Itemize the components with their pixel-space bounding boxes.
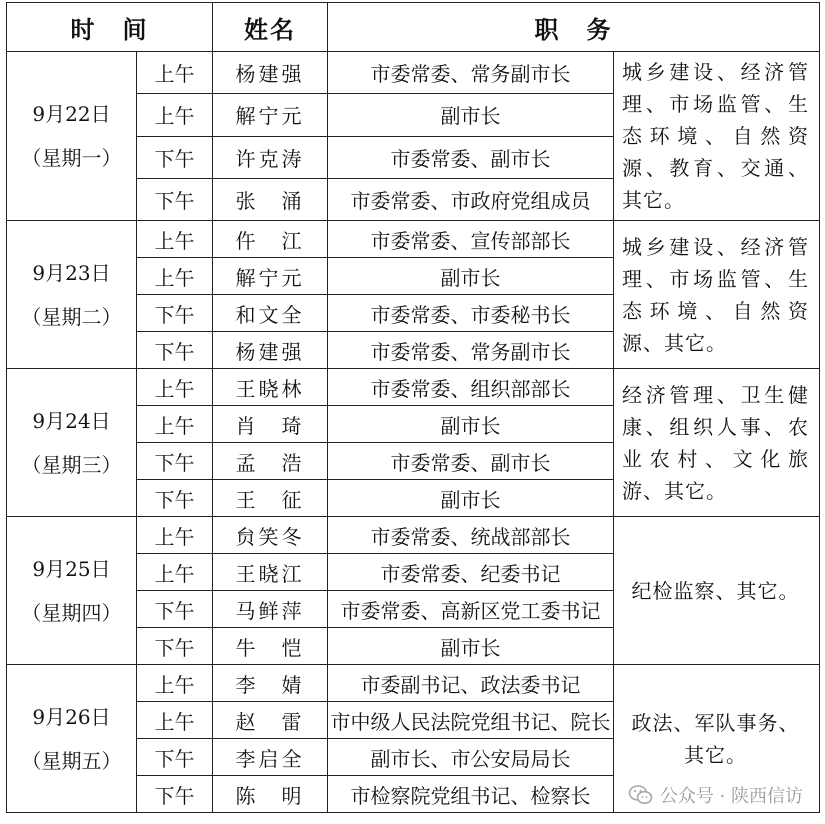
half-day-cell: 下午	[137, 332, 213, 369]
half-day-cell: 下午	[137, 591, 213, 628]
leader-post-cell: 市委常委、高新区党工委书记	[328, 591, 614, 628]
leader-post-cell: 副市长、市公安局局长	[328, 739, 614, 776]
leader-name-cell: 张 涌	[213, 178, 328, 220]
half-day-cell: 上午	[137, 52, 213, 94]
header-row	[7, 3, 820, 52]
half-day-cell: 下午	[137, 443, 213, 480]
leader-name-cell: 王 征	[213, 480, 328, 517]
leader-post-cell: 市委常委、副市长	[328, 136, 614, 178]
date-cell	[7, 369, 137, 517]
leader-name-cell: 解宁元	[213, 258, 328, 295]
leader-post-cell: 副市长	[328, 628, 614, 665]
date-cell	[7, 221, 137, 369]
date-text: 9月24日	[32, 408, 111, 433]
header-name: 姓名	[213, 3, 328, 52]
weekday-text: （星期二）	[21, 304, 122, 329]
weekday-text: （星期四）	[21, 600, 122, 625]
half-day-cell: 上午	[137, 702, 213, 739]
schedule-row	[7, 52, 820, 94]
leader-name-cell: 牛 恺	[213, 628, 328, 665]
half-day-cell: 上午	[137, 221, 213, 258]
schedule-row	[7, 221, 820, 258]
half-day-cell: 下午	[137, 739, 213, 776]
schedule-row	[7, 517, 820, 554]
half-day-cell: 上午	[137, 665, 213, 702]
half-day-cell: 上午	[137, 554, 213, 591]
weekday-text: （星期三）	[21, 452, 122, 477]
half-day-cell: 下午	[137, 295, 213, 332]
schedule-body	[7, 52, 820, 813]
leader-post-cell: 市委常委、宣传部部长	[328, 221, 614, 258]
date-cell	[7, 52, 137, 221]
date-text: 9月26日	[32, 704, 111, 729]
half-day-cell: 下午	[137, 136, 213, 178]
weekday-text: （星期一）	[21, 146, 122, 170]
date-text: 9月25日	[32, 556, 111, 581]
half-day-cell: 上午	[137, 94, 213, 136]
watermark-text: 公众号 · 陕西信访	[659, 786, 803, 807]
leader-name-cell: 李 婧	[213, 665, 328, 702]
leader-name-cell: 和文全	[213, 295, 328, 332]
date-cell	[7, 665, 137, 813]
date-text: 9月23日	[32, 260, 111, 285]
leader-name-cell: 马鲜萍	[213, 591, 328, 628]
responsibility-scope-cell: 城乡建设、经济管理、市场监管、生态环境、自然资源、其它。	[614, 221, 820, 369]
leader-post-cell: 市委常委、副市长	[328, 443, 614, 480]
leader-name-cell: 王晓林	[213, 369, 328, 406]
date-cell	[7, 517, 137, 665]
half-day-cell: 上午	[137, 369, 213, 406]
leader-post-cell: 市委常委、市政府党组成员	[328, 178, 614, 220]
wechat-icon	[628, 782, 654, 808]
leader-post-cell: 市委常委、市委秘书长	[328, 295, 614, 332]
leader-post-cell: 市委常委、常务副市长	[328, 332, 614, 369]
leader-name-cell: 贠笑冬	[213, 517, 328, 554]
leader-post-cell: 市委常委、纪委书记	[328, 554, 614, 591]
half-day-cell: 上午	[137, 517, 213, 554]
leader-post-cell: 市委副书记、政法委书记	[328, 665, 614, 702]
leader-name-cell: 肖 琦	[213, 406, 328, 443]
leader-post-cell: 市委常委、常务副市长	[328, 52, 614, 94]
responsibility-scope-cell: 政法、军队事务、其它。	[614, 665, 820, 813]
responsibility-scope-cell: 城乡建设、经济管理、市场监管、生态环境、自然资源、教育、交通、其它。	[614, 52, 820, 221]
half-day-cell: 下午	[137, 628, 213, 665]
header-post: 职 务	[328, 3, 820, 52]
half-day-cell: 下午	[137, 178, 213, 220]
leader-name-cell: 赵 雷	[213, 702, 328, 739]
leader-post-cell: 副市长	[328, 94, 614, 136]
watermark	[628, 782, 803, 808]
leader-post-cell: 市委常委、组织部部长	[328, 369, 614, 406]
half-day-cell: 下午	[137, 776, 213, 813]
date-text: 9月22日	[32, 102, 111, 126]
leader-name-cell: 许克涛	[213, 136, 328, 178]
leader-name-cell: 李启全	[213, 739, 328, 776]
leader-name-cell: 杨建强	[213, 52, 328, 94]
leader-post-cell: 市委常委、统战部部长	[328, 517, 614, 554]
leader-post-cell: 市中级人民法院党组书记、院长	[328, 702, 614, 739]
half-day-cell: 上午	[137, 258, 213, 295]
reception-schedule-table	[6, 2, 820, 813]
leader-name-cell: 杨建强	[213, 332, 328, 369]
responsibility-scope-cell: 纪检监察、其它。	[614, 517, 820, 665]
leader-post-cell: 副市长	[328, 480, 614, 517]
responsibility-scope-cell: 经济管理、卫生健康、组织人事、农业农村、文化旅游、其它。	[614, 369, 820, 517]
leader-name-cell: 解宁元	[213, 94, 328, 136]
leader-post-cell: 副市长	[328, 406, 614, 443]
schedule-row	[7, 369, 820, 406]
header-time: 时 间	[7, 3, 213, 52]
leader-name-cell: 孟 浩	[213, 443, 328, 480]
half-day-cell: 上午	[137, 406, 213, 443]
leader-post-cell: 副市长	[328, 258, 614, 295]
half-day-cell: 下午	[137, 480, 213, 517]
weekday-text: （星期五）	[21, 748, 122, 773]
schedule-row	[7, 665, 820, 702]
leader-name-cell: 仵 江	[213, 221, 328, 258]
leader-post-cell: 市检察院党组书记、检察长	[328, 776, 614, 813]
leader-name-cell: 陈 明	[213, 776, 328, 813]
leader-name-cell: 王晓江	[213, 554, 328, 591]
